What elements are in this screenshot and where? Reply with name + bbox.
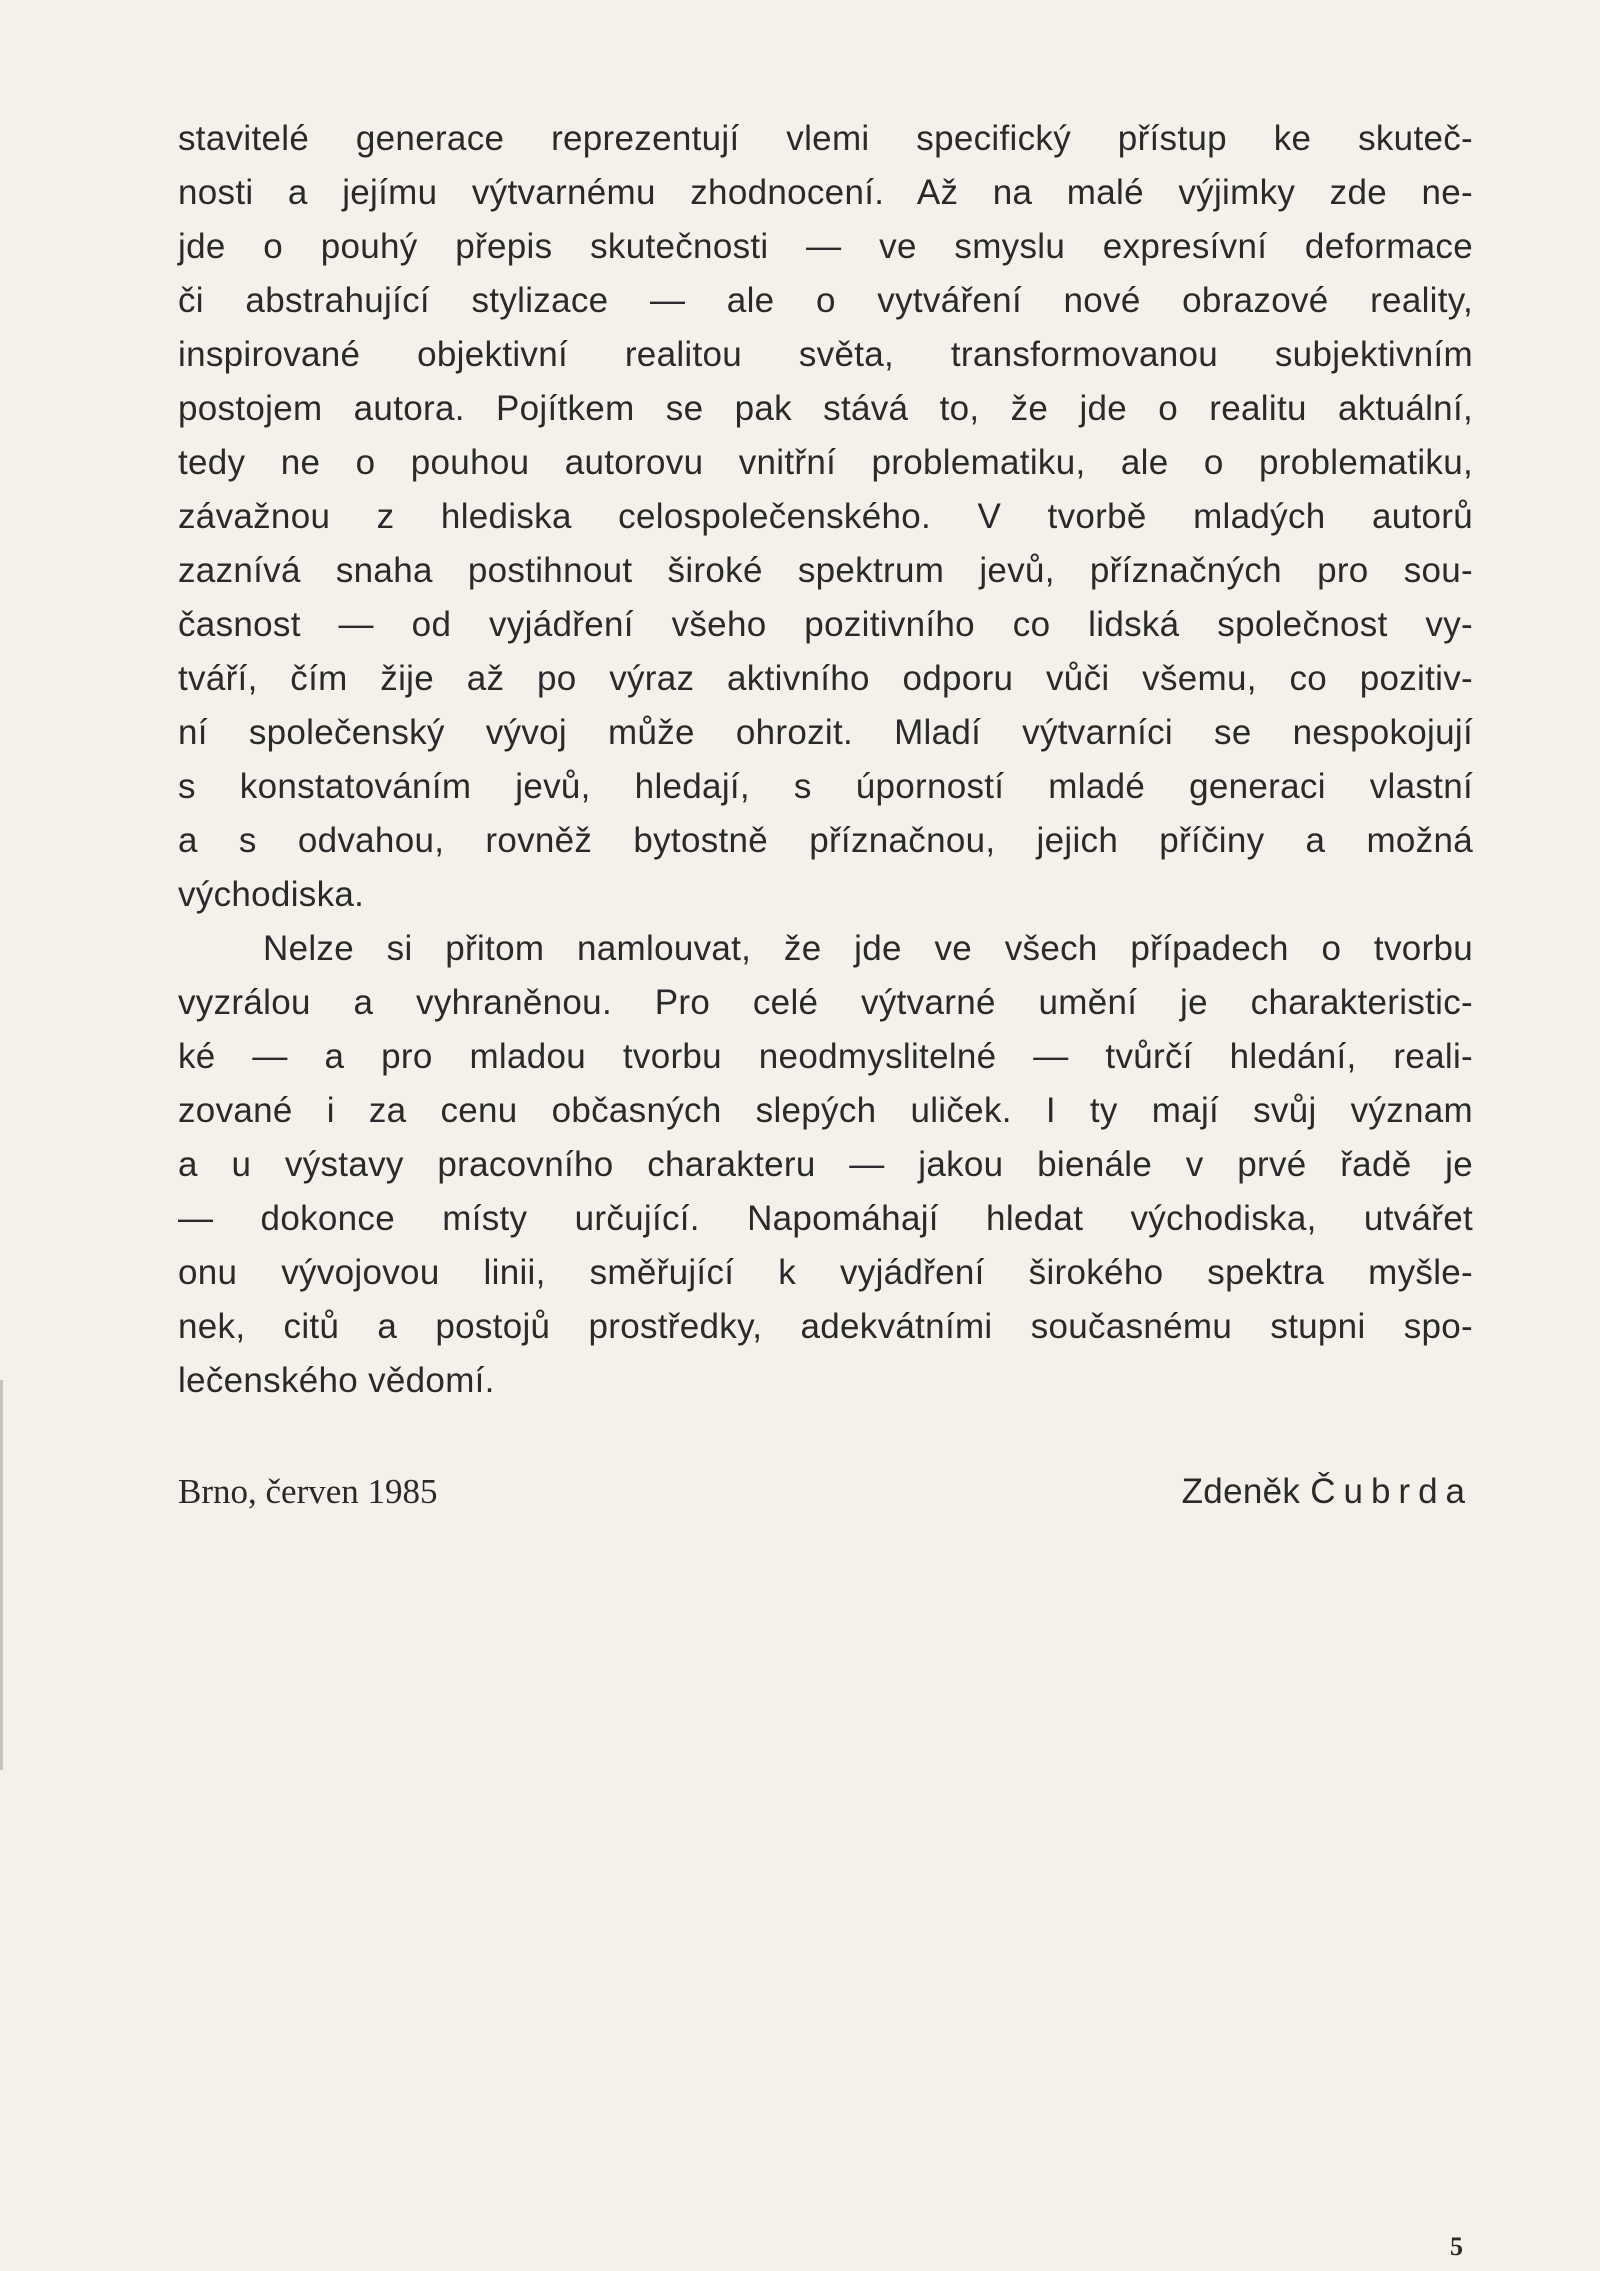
text-line: zaznívá snaha postihnout široké spektrum jevů, příznačných pro sou- bbox=[178, 551, 1473, 590]
text-line: a u výstavy pracovního charakteru — jakou bienále v prvé řadě je bbox=[178, 1145, 1473, 1184]
text-line: lečenského vědomí. bbox=[178, 1361, 495, 1400]
text-line: stavitelé generace reprezentují vlemi specifický přístup ke skuteč- bbox=[178, 119, 1473, 158]
text-line: zované i za cenu občasných slepých uliček. I ty mají svůj význam bbox=[178, 1091, 1473, 1130]
text-line: ké — a pro mladou tvorbu neodmyslitelné — tvůrčí hledání, reali- bbox=[178, 1037, 1473, 1076]
text-line: a s odvahou, rovněž bytostně příznačnou, jejich příčiny a možná bbox=[178, 821, 1473, 860]
text-line: nosti a jejímu výtvarnému zhodnocení. Až na malé výjimky zde ne- bbox=[178, 173, 1473, 212]
author-surname: Čubrda bbox=[1310, 1472, 1473, 1511]
author-signature bbox=[1182, 1465, 1473, 1519]
place-date: Brno, červen 1985 bbox=[178, 1472, 438, 1511]
text-line: s konstatováním jevů, hledají, s úporností mladé generaci vlastní bbox=[178, 767, 1473, 806]
text-line: východiska. bbox=[178, 875, 365, 914]
scan-edge-shadow bbox=[0, 1380, 3, 1770]
text-line: vyzrálou a vyhraněnou. Pro celé výtvarné umění je charakteristic- bbox=[178, 983, 1473, 1022]
author-first-name: Zdeněk bbox=[1181, 1472, 1301, 1511]
signature-row bbox=[178, 1465, 1473, 1519]
paragraph-1 bbox=[178, 112, 1473, 922]
text-line: nek, citů a postojů prostředky, adekvátními současnému stupni spo- bbox=[178, 1307, 1473, 1346]
text-line: závažnou z hlediska celospolečenského. V tvorbě mladých autorů bbox=[178, 497, 1473, 536]
paragraph-2 bbox=[178, 922, 1473, 1408]
text-line: onu vývojovou linii, směřující k vyjádření širokého spektra myšle- bbox=[178, 1253, 1473, 1292]
text-line: časnost — od vyjádření všeho pozitivního co lidská společnost vy- bbox=[178, 605, 1473, 644]
text-line: tváří, čím žije až po výraz aktivního odporu vůči všemu, co pozitiv- bbox=[178, 659, 1473, 698]
text-line: inspirované objektivní realitou světa, transformovanou subjektivním bbox=[178, 335, 1473, 374]
text-line: postojem autora. Pojítkem se pak stává to, že jde o realitu aktuální, bbox=[178, 389, 1473, 428]
text-line: či abstrahující stylizace — ale o vytváření nové obrazové reality, bbox=[178, 281, 1473, 320]
text-line: jde o pouhý přepis skutečnosti — ve smyslu expresívní deformace bbox=[178, 227, 1473, 266]
text-line: tedy ne o pouhou autorovu vnitřní problematiku, ale o problematiku, bbox=[178, 443, 1473, 482]
body-text bbox=[178, 112, 1473, 1408]
text-line: Nelze si přitom namlouvat, že jde ve všech případech o tvorbu bbox=[263, 929, 1473, 968]
page-number: 5 bbox=[1450, 2232, 1463, 2261]
text-line: ní společenský vývoj může ohrozit. Mladí výtvarníci se nespokojují bbox=[178, 713, 1473, 752]
text-line: — dokonce místy určující. Napomáhají hledat východiska, utvářet bbox=[178, 1199, 1473, 1238]
